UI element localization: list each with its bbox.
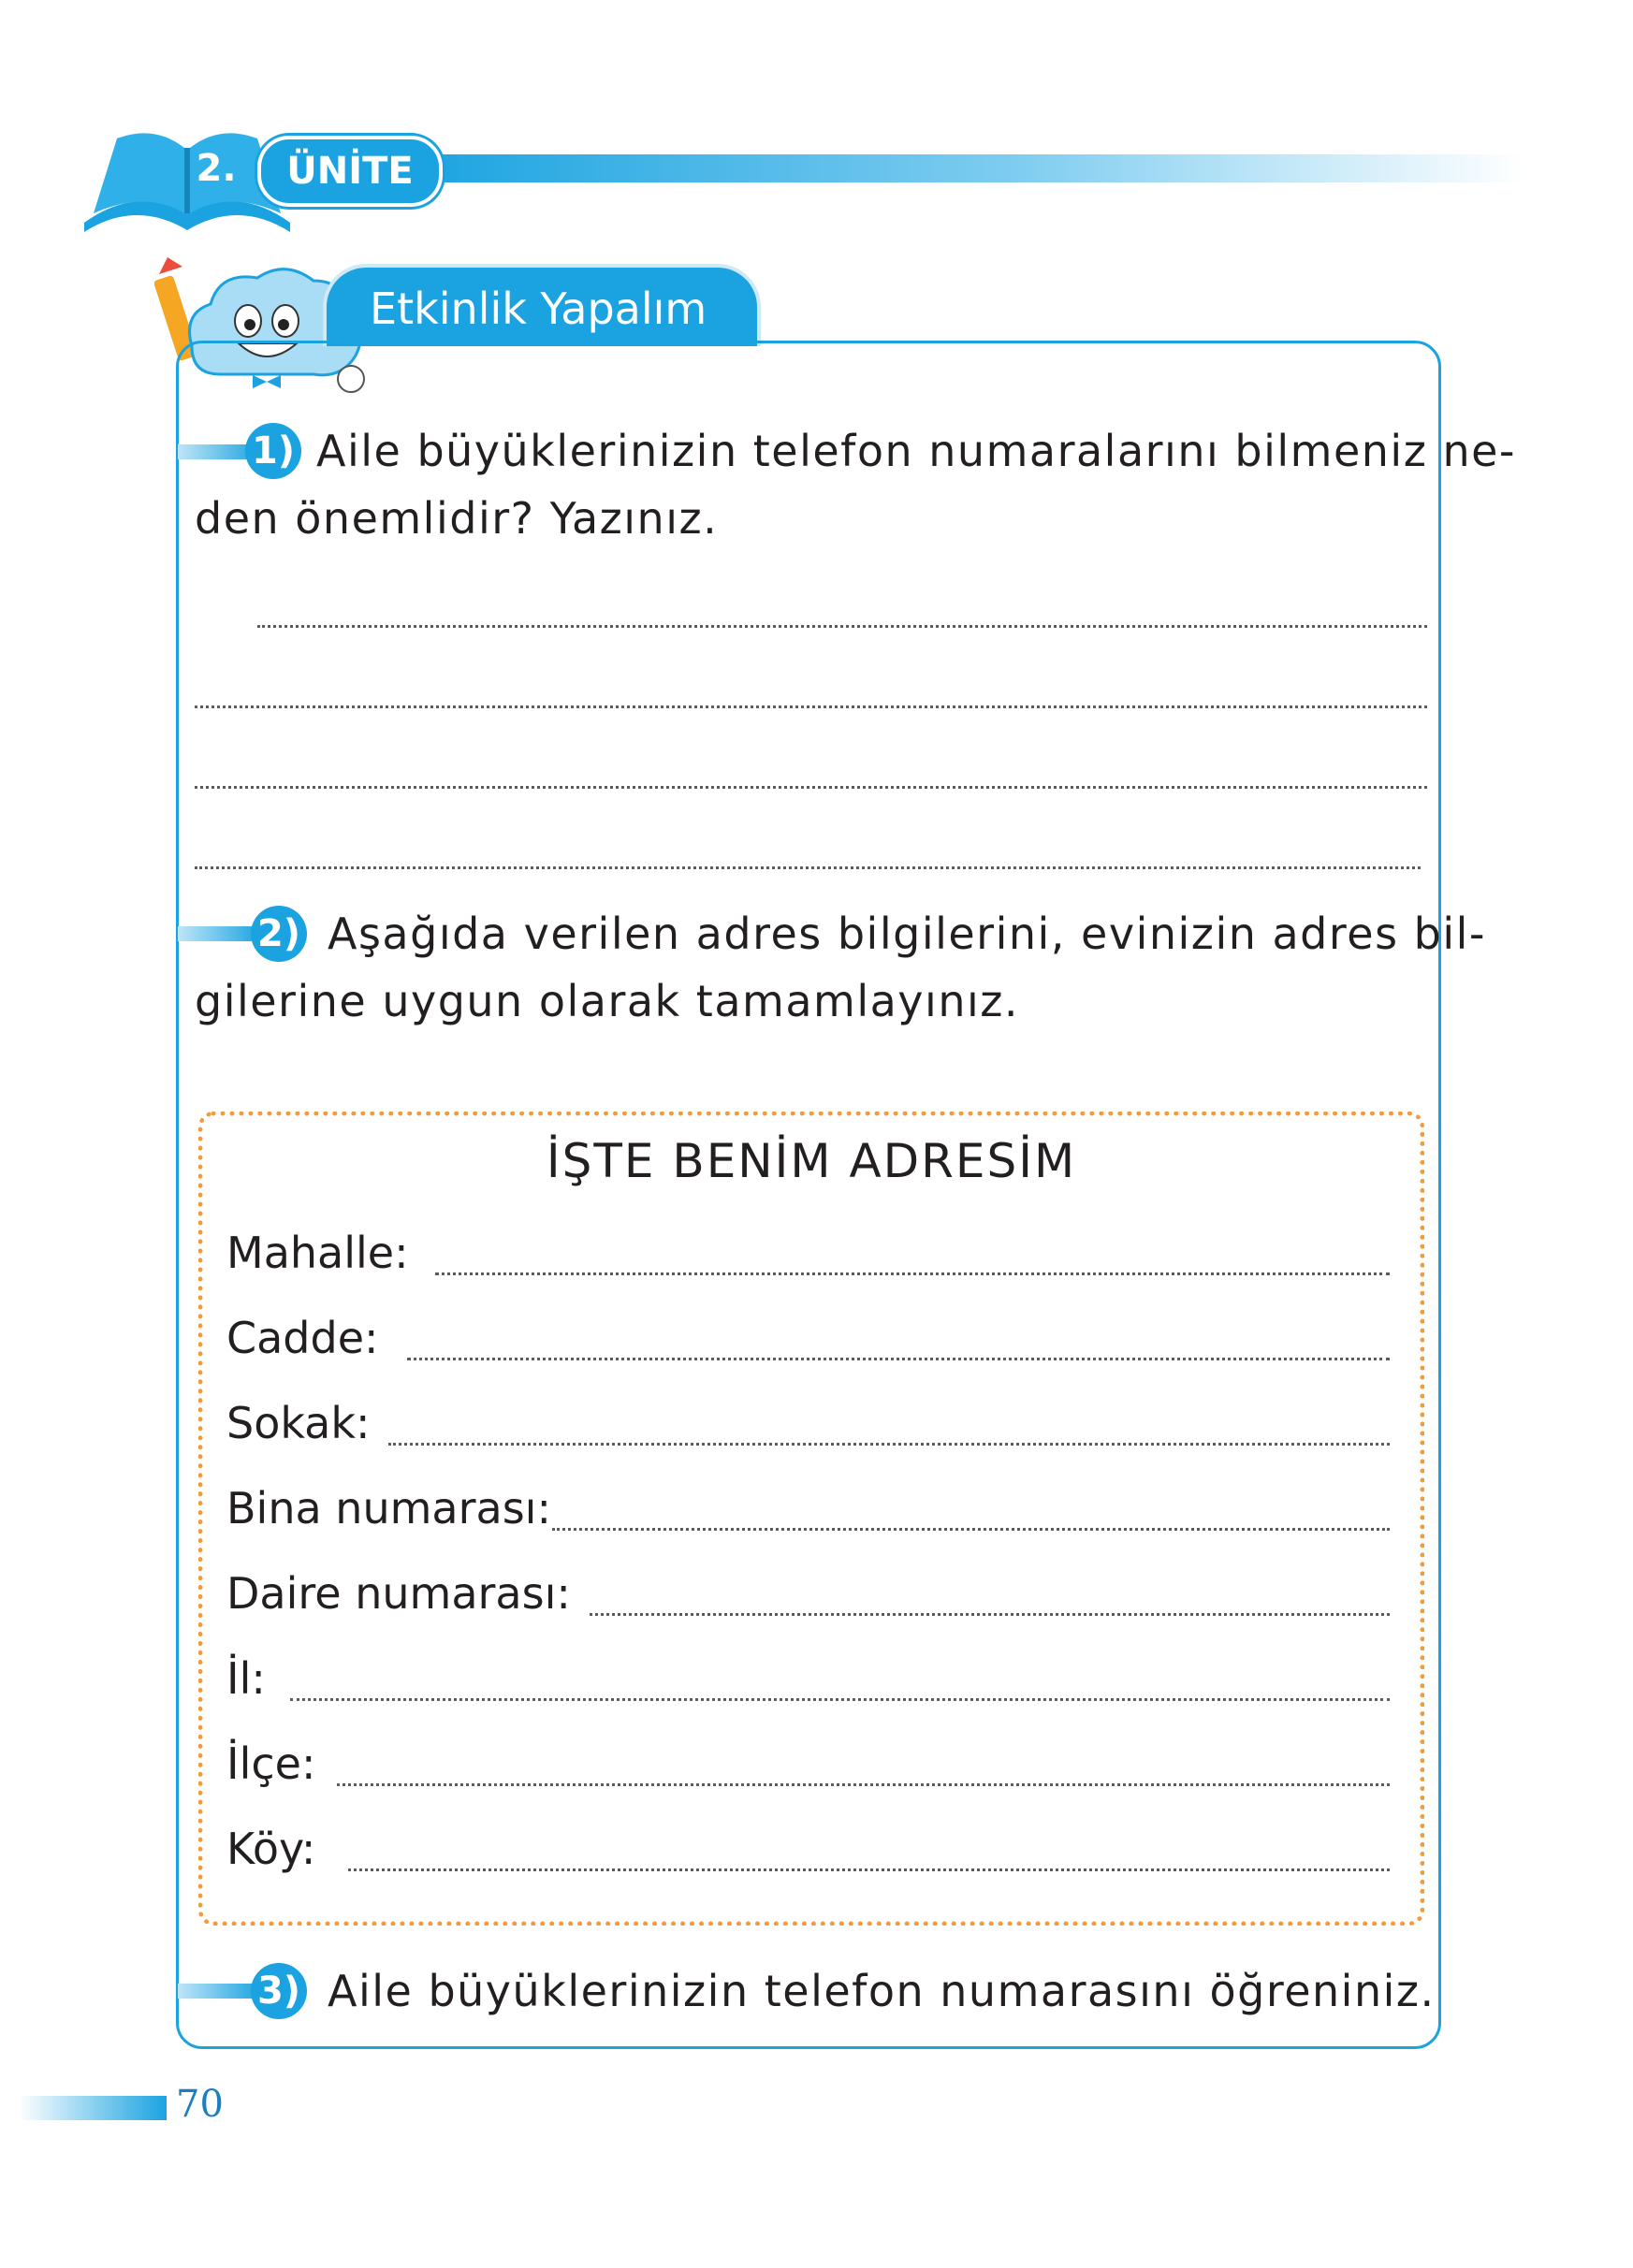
footer-bar — [19, 2096, 167, 2120]
field-input-koy[interactable] — [348, 1868, 1390, 1871]
address-title: İŞTE BENİM ADRESİM — [546, 1134, 1077, 1188]
unit-label: ÜNİTE — [257, 136, 443, 207]
question-2-number: 2) — [251, 906, 307, 962]
answer-line-4[interactable] — [195, 866, 1421, 869]
field-label-cadde: Cadde: — [226, 1313, 379, 1363]
answer-line-3[interactable] — [195, 786, 1427, 789]
field-input-cadde[interactable] — [407, 1358, 1390, 1360]
question-1-text-line2: den önemlidir? Yazınız. — [195, 493, 719, 544]
question-3-text: Aile büyüklerinizin telefon numarasını öğreniniz. — [328, 1966, 1436, 2016]
unit-number: 2. — [196, 147, 237, 190]
field-input-bina-numarasi[interactable] — [552, 1528, 1390, 1531]
field-label-koy: Köy: — [226, 1824, 316, 1874]
activity-title: Etkinlik Yapalım — [323, 264, 761, 346]
field-label-bina-numarasi: Bina numarası: — [226, 1483, 551, 1534]
field-input-il[interactable] — [290, 1698, 1390, 1701]
question-3-bar — [178, 1984, 262, 1999]
unit-header-bar — [402, 154, 1525, 182]
field-label-daire-numarasi: Daire numarası: — [226, 1568, 571, 1619]
field-label-sokak: Sokak: — [226, 1398, 371, 1448]
field-label-il: İl: — [226, 1653, 266, 1704]
field-input-mahalle[interactable] — [435, 1272, 1390, 1275]
field-input-ilce[interactable] — [337, 1783, 1390, 1786]
question-2-text-line1: Aşağıda verilen adres bilgilerini, evinizin adres bil- — [328, 909, 1487, 959]
question-2-bar — [178, 926, 262, 941]
question-2-text-line2: gilerine uygun olarak tamamlayınız. — [195, 976, 1020, 1026]
answer-line-2[interactable] — [195, 705, 1427, 708]
question-1-text-line1: Aile büyüklerinizin telefon numaralarını bilmeniz ne- — [316, 426, 1517, 476]
field-input-sokak[interactable] — [388, 1443, 1390, 1446]
field-label-mahalle: Mahalle: — [226, 1228, 409, 1278]
question-1-number: 1) — [245, 423, 301, 479]
question-3-number: 3) — [251, 1963, 307, 2019]
field-input-daire-numarasi[interactable] — [590, 1613, 1390, 1616]
answer-line-1[interactable] — [257, 625, 1427, 628]
field-label-ilce: İlçe: — [226, 1738, 316, 1789]
page-number: 70 — [176, 2083, 224, 2126]
